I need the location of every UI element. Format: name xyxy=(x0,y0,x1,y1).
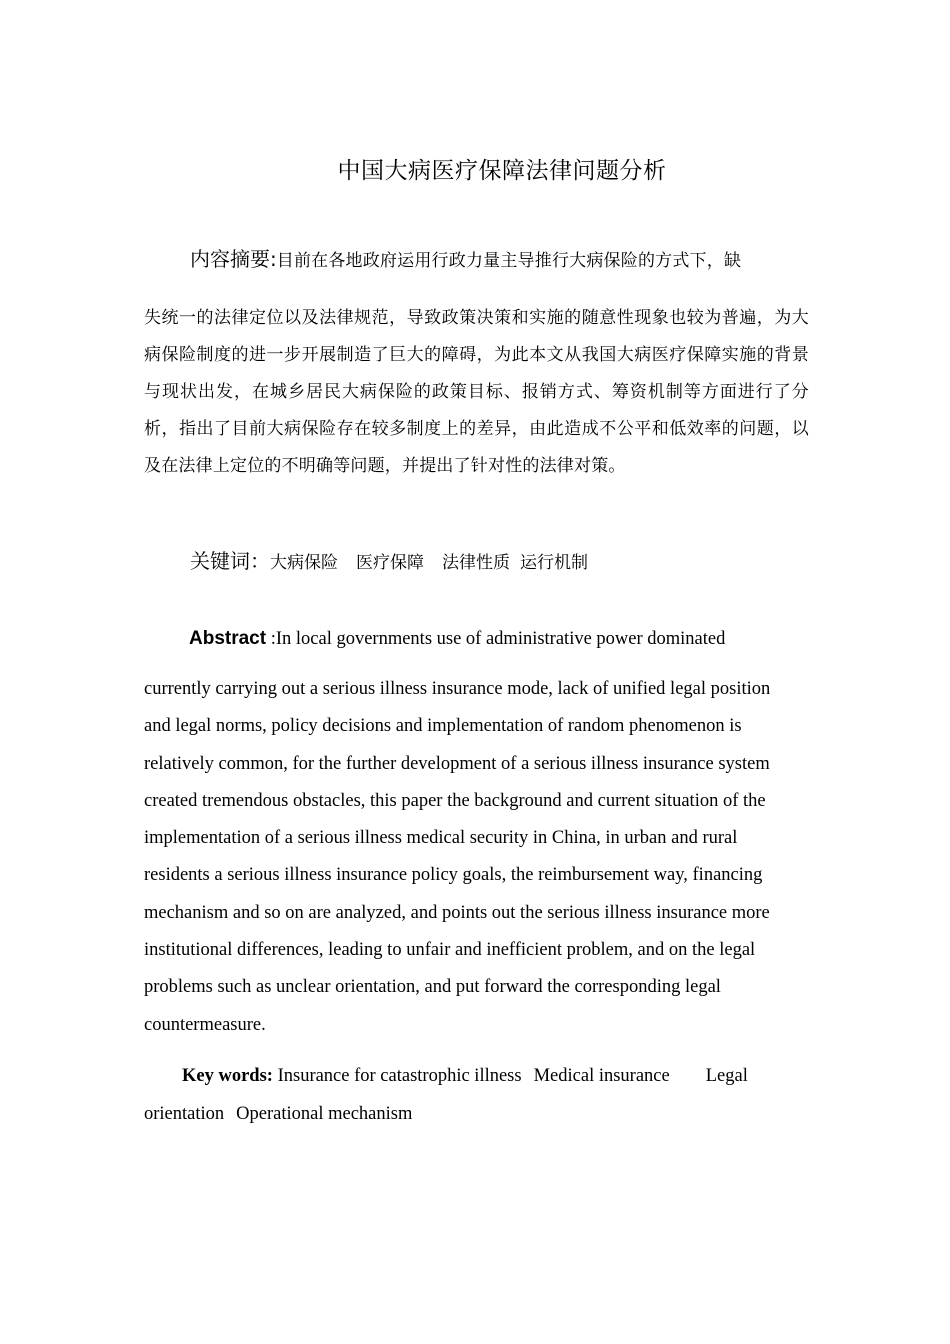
keyword-en-item: Operational mechanism xyxy=(236,1103,413,1124)
abstract-en-line: countermeasure. xyxy=(144,1014,266,1035)
abstract-cn-first-text: 目前在各地政府运用行政力量主导推行大病保险的方式下，缺 xyxy=(276,251,742,271)
keyword-en-item: Legal xyxy=(705,1066,748,1086)
keywords-en-line-1 xyxy=(144,1058,809,1096)
abstract-en-first-line xyxy=(144,622,809,671)
abstract-en-line: implementation of a serious illness medical security in China, in urban and rural xyxy=(144,828,738,849)
abstract-en-line: relatively common, for the further development of a serious illness insurance system xyxy=(144,753,770,774)
abstract-en-first-text: :In local governments use of administrative power dominated xyxy=(266,629,726,649)
abstract-en-line: currently carrying out a serious illness insurance mode, lack of unified legal position xyxy=(144,679,771,699)
abstract-en-line: residents a serious illness insurance policy goals, the reimbursement way, financing xyxy=(144,865,763,886)
keyword-en-item: Insurance for catastrophic illness xyxy=(277,1066,522,1086)
abstract-en-line: created tremendous obstacles, this paper the background and current situation of the xyxy=(144,790,766,811)
keyword-cn-item: 医疗保障 xyxy=(356,553,424,573)
abstract-en-line: institutional differences, leading to unfair and inefficient problem, and on the legal xyxy=(144,940,756,961)
keywords-en-line-2 xyxy=(144,1096,809,1134)
page-title: 中国大病医疗保障法律问题分析 xyxy=(337,158,667,184)
keyword-en-item: orientation xyxy=(144,1103,225,1124)
keyword-en-item: Medical insurance xyxy=(533,1066,670,1086)
keywords-en xyxy=(144,1058,809,1133)
abstract-en-line: and legal norms, policy decisions and implementation of random phenomenon is xyxy=(144,716,742,737)
abstract-en-line: mechanism and so on are analyzed, and points out the serious illness insurance more xyxy=(144,902,770,923)
keyword-cn-item: 运行机制 xyxy=(520,553,588,573)
keyword-cn-item: 法律性质 xyxy=(442,553,510,573)
keyword-cn-item: 大病保险 xyxy=(270,553,338,573)
keywords-cn-label: 关键词： xyxy=(190,549,270,573)
abstract-cn-first-line xyxy=(144,242,809,300)
abstract-en-line: problems such as unclear orientation, and put forward the corresponding legal xyxy=(144,977,721,998)
abstract-cn-label: 内容摘要: xyxy=(190,247,277,271)
abstract-en xyxy=(144,622,809,1044)
abstract-en-label: Abstract xyxy=(189,628,267,649)
abstract-cn-body: 失统一的法律定位以及法律规范，导致政策决策和实施的随意性现象也较为普遍，为大病保险制度的进一步开展制造了巨大的障碍，为此本文从我国大病医疗保障实施的背景与现状出发，在城乡居民大病保险的政策目标、报销方式、筹资机制等方面进行了分析，指出了目前大病保险存在较多制度上的差异，由此造成不公平和低效率的问题，以及在法律上定位的不明确等问题，并提出了针对性的法律对策。 xyxy=(144,308,809,476)
keywords-en-label: Key words: xyxy=(182,1066,273,1086)
abstract-cn xyxy=(144,242,809,485)
keywords-cn xyxy=(190,545,588,574)
